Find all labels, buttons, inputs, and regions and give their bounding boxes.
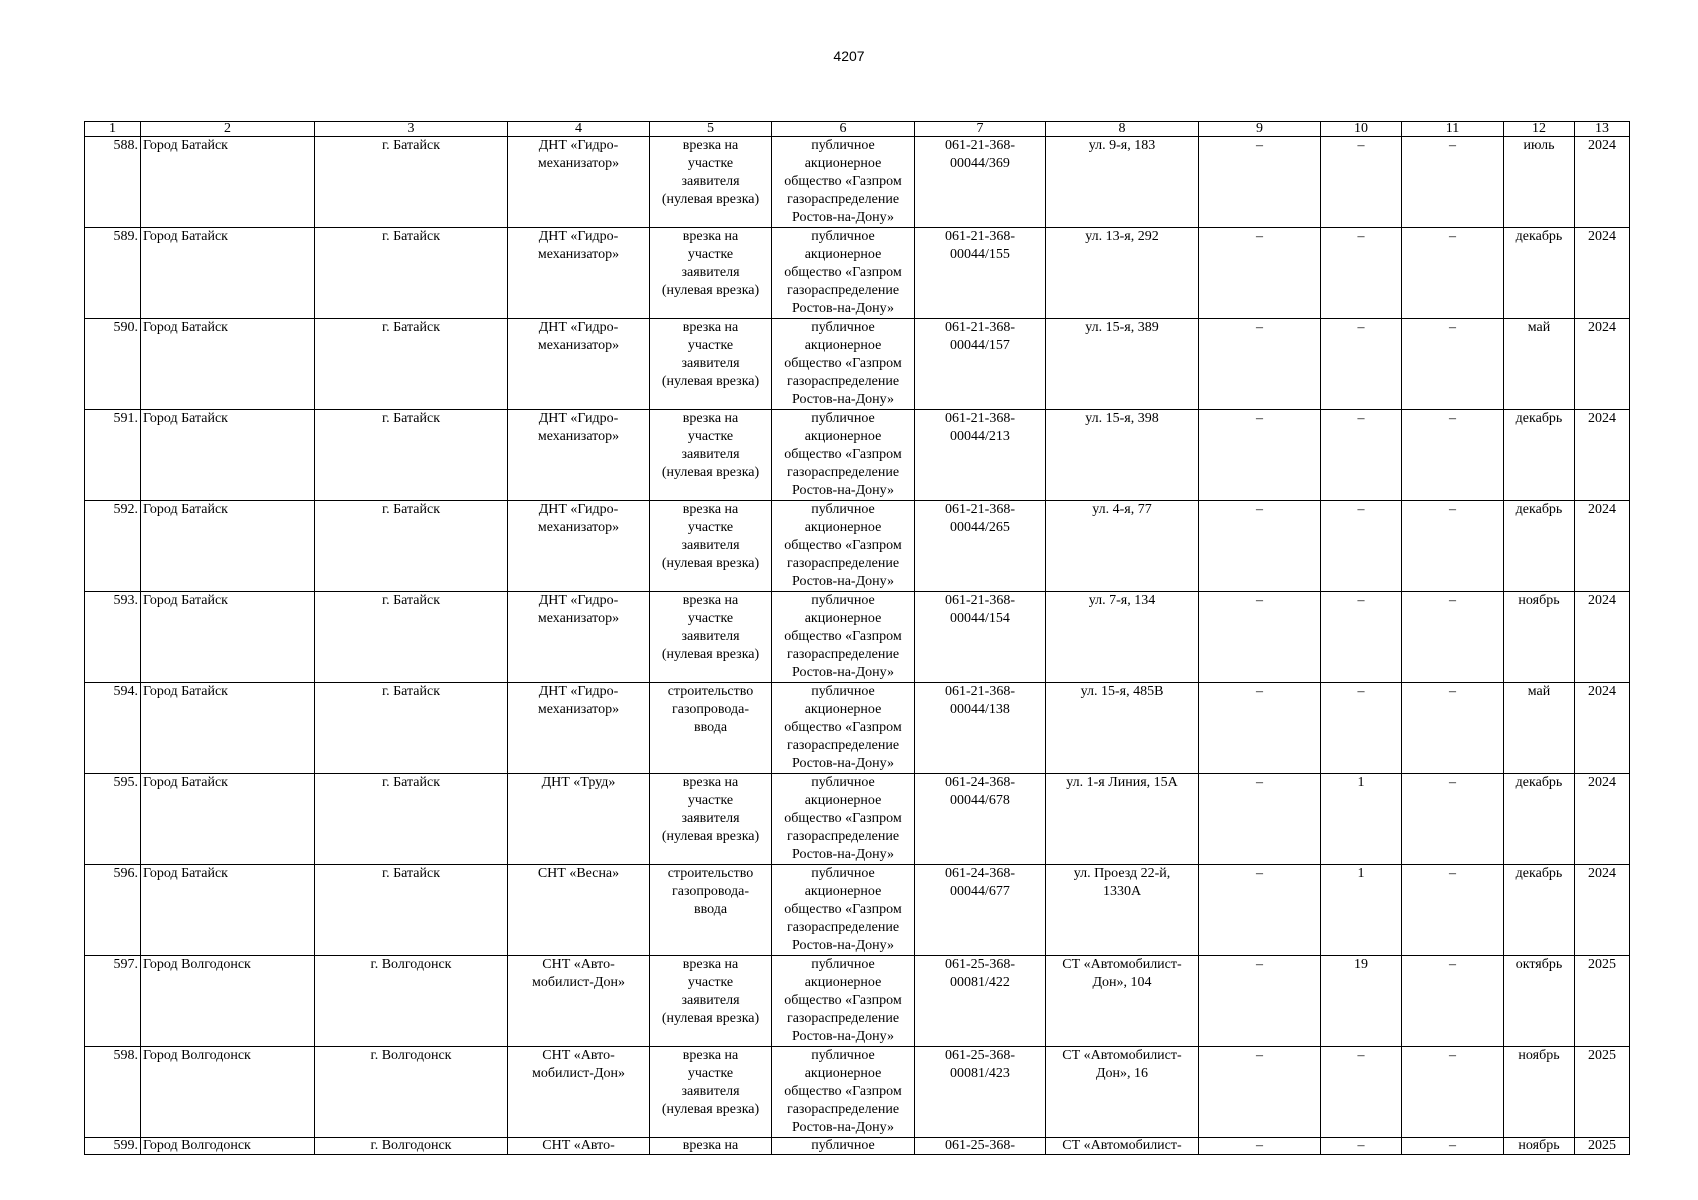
table-cell: врезка на участке заявителя (нулевая врезка) xyxy=(650,137,772,228)
table-cell: 2024 xyxy=(1575,592,1630,683)
table-cell: 598. xyxy=(85,1047,141,1138)
table-cell: ул. 1-я Линия, 15А xyxy=(1046,774,1199,865)
table-cell: ДНТ «Гидро- механизатор» xyxy=(508,501,650,592)
table-cell: ДНТ «Гидро- механизатор» xyxy=(508,137,650,228)
table-cell: – xyxy=(1199,865,1321,956)
table-cell: 1 xyxy=(1321,774,1402,865)
column-header: 8 xyxy=(1046,122,1199,137)
table-cell: – xyxy=(1321,228,1402,319)
table-cell: ул. 7-я, 134 xyxy=(1046,592,1199,683)
table-cell: врезка на участке заявителя (нулевая врезка) xyxy=(650,501,772,592)
table-cell: 19 xyxy=(1321,956,1402,1047)
table-cell: декабрь xyxy=(1504,865,1575,956)
column-header: 12 xyxy=(1504,122,1575,137)
table-cell: 061-21-368- 00044/157 xyxy=(915,319,1046,410)
table-cell: врезка на участке заявителя (нулевая врезка) xyxy=(650,319,772,410)
table-cell: СНТ «Весна» xyxy=(508,865,650,956)
table-cell: г. Батайск xyxy=(315,774,508,865)
table-cell: г. Батайск xyxy=(315,137,508,228)
table-cell: – xyxy=(1199,774,1321,865)
column-header: 10 xyxy=(1321,122,1402,137)
table-cell: октябрь xyxy=(1504,956,1575,1047)
table-cell: 589. xyxy=(85,228,141,319)
column-header: 4 xyxy=(508,122,650,137)
table-cell: Город Волгодонск xyxy=(141,1138,315,1155)
column-header: 11 xyxy=(1402,122,1504,137)
table-cell: ДНТ «Гидро- механизатор» xyxy=(508,592,650,683)
table-cell: Город Батайск xyxy=(141,228,315,319)
table-cell: СНТ «Авто- xyxy=(508,1138,650,1155)
table-cell: Город Волгодонск xyxy=(141,1047,315,1138)
table-cell: 2024 xyxy=(1575,319,1630,410)
table-cell: ДНТ «Гидро- механизатор» xyxy=(508,683,650,774)
table-cell: строительство газопровода- ввода xyxy=(650,865,772,956)
table-cell: декабрь xyxy=(1504,410,1575,501)
data-table xyxy=(84,121,1630,1155)
table-cell: врезка на участке заявителя (нулевая врезка) xyxy=(650,410,772,501)
table-row xyxy=(85,1138,1630,1155)
table-cell: врезка на участке заявителя (нулевая врезка) xyxy=(650,1047,772,1138)
table-cell: июль xyxy=(1504,137,1575,228)
table-cell: г. Волгодонск xyxy=(315,1138,508,1155)
table-cell: СТ «Автомобилист- xyxy=(1046,1138,1199,1155)
table-cell: – xyxy=(1321,683,1402,774)
table-cell: 061-21-368- 00044/265 xyxy=(915,501,1046,592)
table-cell: СНТ «Авто- мобилист-Дон» xyxy=(508,1047,650,1138)
table-cell: 061-25-368- 00081/422 xyxy=(915,956,1046,1047)
table-cell: – xyxy=(1199,137,1321,228)
table-cell: ул. Проезд 22-й, 1330А xyxy=(1046,865,1199,956)
table-cell: 590. xyxy=(85,319,141,410)
table-cell: публичное акционерное общество «Газпром газораспределение Ростов-на-Дону» xyxy=(772,410,915,501)
table-cell: строительство газопровода- ввода xyxy=(650,683,772,774)
table-cell: публичное акционерное общество «Газпром газораспределение Ростов-на-Дону» xyxy=(772,774,915,865)
table-cell: – xyxy=(1402,137,1504,228)
table-cell: – xyxy=(1402,228,1504,319)
table-cell: ДНТ «Гидро- механизатор» xyxy=(508,319,650,410)
table-cell: публичное акционерное общество «Газпром газораспределение Ростов-на-Дону» xyxy=(772,865,915,956)
table-cell: 597. xyxy=(85,956,141,1047)
table-cell: – xyxy=(1199,683,1321,774)
table-cell: г. Батайск xyxy=(315,228,508,319)
table-cell: 593. xyxy=(85,592,141,683)
table-cell: 061-25-368- xyxy=(915,1138,1046,1155)
table-cell: 2025 xyxy=(1575,1047,1630,1138)
column-header: 3 xyxy=(315,122,508,137)
table-cell: СТ «Автомобилист- Дон», 104 xyxy=(1046,956,1199,1047)
table-cell: Город Батайск xyxy=(141,137,315,228)
table-cell: 061-24-368- 00044/678 xyxy=(915,774,1046,865)
column-header: 2 xyxy=(141,122,315,137)
table-cell: – xyxy=(1199,228,1321,319)
table-cell: СНТ «Авто- мобилист-Дон» xyxy=(508,956,650,1047)
table-cell: публичное xyxy=(772,1138,915,1155)
table-cell: ул. 9-я, 183 xyxy=(1046,137,1199,228)
table-cell: ул. 13-я, 292 xyxy=(1046,228,1199,319)
table-cell: Город Батайск xyxy=(141,410,315,501)
table-cell: май xyxy=(1504,319,1575,410)
table-cell: 1 xyxy=(1321,865,1402,956)
table-cell: ДНТ «Гидро- механизатор» xyxy=(508,228,650,319)
table-cell: ноябрь xyxy=(1504,1138,1575,1155)
table-cell: 2024 xyxy=(1575,865,1630,956)
table-cell: 061-24-368- 00044/677 xyxy=(915,865,1046,956)
table-cell: ул. 15-я, 389 xyxy=(1046,319,1199,410)
table-cell: г. Волгодонск xyxy=(315,1047,508,1138)
table-cell: май xyxy=(1504,683,1575,774)
table-cell: 2024 xyxy=(1575,683,1630,774)
table-cell: 2024 xyxy=(1575,774,1630,865)
table-cell: – xyxy=(1402,1047,1504,1138)
table-cell: – xyxy=(1199,956,1321,1047)
table-cell: – xyxy=(1402,865,1504,956)
table-cell: 2024 xyxy=(1575,137,1630,228)
table-cell: – xyxy=(1402,410,1504,501)
table-cell: врезка на xyxy=(650,1138,772,1155)
table-cell: – xyxy=(1321,137,1402,228)
page-number: 4207 xyxy=(833,48,865,64)
table-cell: Город Батайск xyxy=(141,592,315,683)
table-cell: 061-21-368- 00044/138 xyxy=(915,683,1046,774)
table-cell: врезка на участке заявителя (нулевая врезка) xyxy=(650,228,772,319)
column-header: 5 xyxy=(650,122,772,137)
table-cell: – xyxy=(1402,592,1504,683)
table-row xyxy=(85,501,1630,592)
table-cell: публичное акционерное общество «Газпром газораспределение Ростов-на-Дону» xyxy=(772,228,915,319)
table-cell: – xyxy=(1321,319,1402,410)
table-cell: – xyxy=(1321,410,1402,501)
table-row xyxy=(85,1047,1630,1138)
table-cell: 588. xyxy=(85,137,141,228)
column-header: 6 xyxy=(772,122,915,137)
table-cell: врезка на участке заявителя (нулевая врезка) xyxy=(650,774,772,865)
table-cell: Город Батайск xyxy=(141,683,315,774)
table-cell: – xyxy=(1199,592,1321,683)
table-cell: ул. 15-я, 398 xyxy=(1046,410,1199,501)
table-row xyxy=(85,228,1630,319)
table-cell: – xyxy=(1321,1138,1402,1155)
table-cell: ДНТ «Гидро- механизатор» xyxy=(508,410,650,501)
table-cell: 061-25-368- 00081/423 xyxy=(915,1047,1046,1138)
table-cell: г. Батайск xyxy=(315,319,508,410)
table-cell: 061-21-368- 00044/154 xyxy=(915,592,1046,683)
table-row xyxy=(85,956,1630,1047)
table-cell: 596. xyxy=(85,865,141,956)
table-cell: – xyxy=(1402,501,1504,592)
table-cell: г. Батайск xyxy=(315,410,508,501)
table-cell: 595. xyxy=(85,774,141,865)
table-cell: 2024 xyxy=(1575,228,1630,319)
table-cell: Город Батайск xyxy=(141,865,315,956)
table-cell: Город Волгодонск xyxy=(141,956,315,1047)
table-cell: ноябрь xyxy=(1504,592,1575,683)
table-cell: декабрь xyxy=(1504,501,1575,592)
table-cell: – xyxy=(1321,501,1402,592)
column-header: 7 xyxy=(915,122,1046,137)
table-cell: – xyxy=(1402,319,1504,410)
table-cell: 599. xyxy=(85,1138,141,1155)
column-header: 9 xyxy=(1199,122,1321,137)
table-cell: ДНТ «Труд» xyxy=(508,774,650,865)
table-cell: – xyxy=(1402,774,1504,865)
table-cell: г. Батайск xyxy=(315,683,508,774)
table-cell: декабрь xyxy=(1504,228,1575,319)
table-cell: – xyxy=(1199,410,1321,501)
table-row xyxy=(85,592,1630,683)
table-row xyxy=(85,137,1630,228)
table-cell: – xyxy=(1321,1047,1402,1138)
table-cell: ул. 15-я, 485В xyxy=(1046,683,1199,774)
table-cell: 594. xyxy=(85,683,141,774)
table-cell: 2025 xyxy=(1575,1138,1630,1155)
column-header: 1 xyxy=(85,122,141,137)
table-cell: – xyxy=(1199,1138,1321,1155)
table-cell: публичное акционерное общество «Газпром газораспределение Ростов-на-Дону» xyxy=(772,137,915,228)
table-cell: ул. 4-я, 77 xyxy=(1046,501,1199,592)
table-cell: публичное акционерное общество «Газпром газораспределение Ростов-на-Дону» xyxy=(772,501,915,592)
table-cell: 061-21-368- 00044/155 xyxy=(915,228,1046,319)
table-row xyxy=(85,410,1630,501)
table-cell: – xyxy=(1199,1047,1321,1138)
table-cell: врезка на участке заявителя (нулевая врезка) xyxy=(650,956,772,1047)
table-cell: 2024 xyxy=(1575,501,1630,592)
table-cell: Город Батайск xyxy=(141,319,315,410)
table-row xyxy=(85,774,1630,865)
table-cell: – xyxy=(1321,592,1402,683)
table-cell: г. Батайск xyxy=(315,865,508,956)
table-cell: СТ «Автомобилист- Дон», 16 xyxy=(1046,1047,1199,1138)
table-cell: 061-21-368- 00044/369 xyxy=(915,137,1046,228)
table-cell: публичное акционерное общество «Газпром газораспределение Ростов-на-Дону» xyxy=(772,592,915,683)
table-cell: декабрь xyxy=(1504,774,1575,865)
table-cell: 2025 xyxy=(1575,956,1630,1047)
table-cell: г. Батайск xyxy=(315,501,508,592)
table-cell: г. Батайск xyxy=(315,592,508,683)
table-cell: – xyxy=(1199,319,1321,410)
table-cell: ноябрь xyxy=(1504,1047,1575,1138)
table-cell: Город Батайск xyxy=(141,774,315,865)
table-cell: публичное акционерное общество «Газпром газораспределение Ростов-на-Дону» xyxy=(772,956,915,1047)
table-cell: 592. xyxy=(85,501,141,592)
table-cell: публичное акционерное общество «Газпром газораспределение Ростов-на-Дону» xyxy=(772,319,915,410)
table-row xyxy=(85,683,1630,774)
table-cell: 2024 xyxy=(1575,410,1630,501)
table-row xyxy=(85,865,1630,956)
table-cell: – xyxy=(1402,956,1504,1047)
table-cell: Город Батайск xyxy=(141,501,315,592)
table-cell: 061-21-368- 00044/213 xyxy=(915,410,1046,501)
table-cell: – xyxy=(1402,1138,1504,1155)
table-cell: врезка на участке заявителя (нулевая врезка) xyxy=(650,592,772,683)
column-header: 13 xyxy=(1575,122,1630,137)
table-cell: г. Волгодонск xyxy=(315,956,508,1047)
table-header-row xyxy=(85,122,1630,137)
table-row xyxy=(85,319,1630,410)
table-cell: публичное акционерное общество «Газпром газораспределение Ростов-на-Дону» xyxy=(772,683,915,774)
table-cell: публичное акционерное общество «Газпром газораспределение Ростов-на-Дону» xyxy=(772,1047,915,1138)
table-cell: – xyxy=(1199,501,1321,592)
table-cell: – xyxy=(1402,683,1504,774)
table-cell: 591. xyxy=(85,410,141,501)
